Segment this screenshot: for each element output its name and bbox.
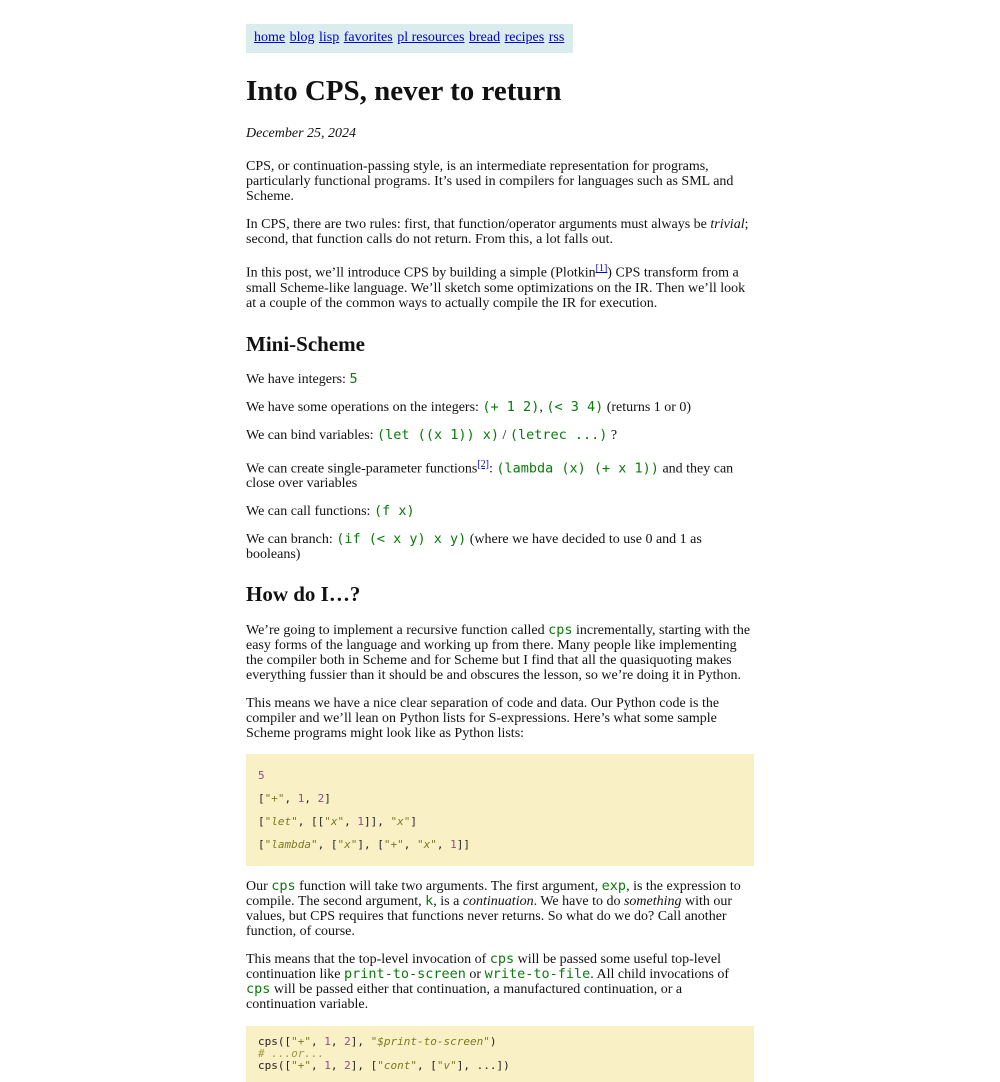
intro-paragraph-1: CPS, or continuation-passing style, is an intermediate representation for programs, particularly functional programs. It’s used in compilers for languages such as SML and Scheme. [246, 159, 734, 204]
text: We can call functions: [246, 504, 374, 520]
nav-link-favorites[interactable]: favorites [343, 30, 393, 45]
code-number: 1 [297, 792, 305, 806]
intro-paragraph-2 [246, 217, 754, 247]
how-paragraph-3 [246, 879, 754, 939]
branch-line [246, 532, 754, 562]
code-number: 1 [324, 1059, 331, 1073]
inline-code: (let ((x 1)) x) [377, 426, 499, 443]
code-token: , [330, 1035, 345, 1049]
code-token: , [284, 792, 298, 806]
code-token: ], ...]) [456, 1059, 510, 1073]
footnote-link-2[interactable]: [2] [477, 458, 489, 470]
text: We have integers: [246, 371, 350, 387]
text: . We have to do [533, 894, 624, 910]
text: , is the expression to compile. The second argument, [246, 879, 741, 910]
code-token: cps([ [258, 1035, 292, 1049]
code-token: , [[ [297, 815, 325, 829]
code-token: , [344, 815, 358, 829]
code-comment: # ...or... [258, 1047, 325, 1061]
section-heading-mini-scheme: Mini-Scheme [246, 331, 365, 356]
code-number: 2 [344, 1035, 351, 1049]
intro-paragraph-3 [246, 260, 754, 311]
inline-code: (letrec ...) [509, 426, 608, 443]
code-string: "x" [390, 815, 411, 829]
text: with our values, but CPS requires that functions never returns. So what do we do? Call another function, of course. [246, 894, 733, 940]
text: ; second, that function calls do not return. From this, a lot falls out. [246, 217, 749, 247]
code-token: ], [ [357, 838, 384, 852]
code-token: , [403, 838, 417, 852]
inline-code: cps [246, 981, 271, 998]
code-string: "+" [291, 1059, 311, 1073]
code-token: , [311, 1059, 325, 1073]
text: incrementally, starting with the easy forms of the language and working up from there. Many people like implementing the compiler both in Scheme and for Scheme but I find that all the quasiquoting makes everything fussier than it should be and obscures the lesson, so we’re doing it in Python. [246, 623, 751, 684]
article [246, 24, 754, 1082]
nav-bar [246, 24, 573, 53]
code-token: [ [258, 838, 265, 852]
bind-line [246, 428, 754, 443]
code-token: ], [350, 1035, 371, 1049]
text: : [488, 461, 497, 477]
code-number: 1 [450, 838, 457, 852]
text: or [465, 967, 485, 983]
text: function will take two arguments. The first argument, [295, 879, 602, 895]
code-number: 2 [317, 792, 325, 806]
code-token: [ [258, 792, 265, 806]
code-string: "x" [337, 838, 358, 852]
code-block-python-lists [246, 754, 754, 866]
text: We have some operations on the integers: [246, 399, 483, 415]
code-string: "cont" [377, 1059, 417, 1073]
emphasis: something [623, 894, 682, 910]
text: , is a [433, 894, 463, 910]
nav-link-lisp[interactable]: lisp [319, 30, 340, 45]
code-string: "v" [436, 1059, 457, 1073]
text: We can create single-parameter functions [246, 461, 478, 477]
call-line [246, 504, 754, 519]
code-string: "x" [324, 815, 345, 829]
code-string: "+" [291, 1035, 311, 1049]
functions-line [246, 456, 754, 492]
page-title: Into CPS, never to return [246, 75, 562, 107]
code-string: "+" [383, 838, 404, 852]
code-number: 1 [357, 815, 364, 829]
code-string: "$print-to-screen" [370, 1035, 490, 1049]
inline-code: (< 3 4) [546, 398, 604, 415]
code-number: 2 [344, 1059, 351, 1073]
code-token: ] [410, 815, 417, 829]
emphasis: trivial [710, 217, 745, 232]
code-token: , [304, 792, 318, 806]
inline-code: cps [271, 878, 296, 895]
code-token: , [ [417, 1059, 437, 1073]
code-number: 1 [324, 1035, 331, 1049]
nav-link-home[interactable]: home [254, 30, 286, 45]
text: (where we have decided to use 0 and 1 as booleans) [246, 532, 702, 563]
nav-link-recipes[interactable]: recipes [504, 30, 545, 45]
code-token: , [ [317, 838, 338, 852]
code-token: ]], [364, 815, 391, 829]
text: We’re going to implement a recursive function called [246, 623, 549, 639]
integers-line [246, 372, 754, 387]
inline-code: cps [489, 951, 515, 968]
text: Our [246, 879, 272, 895]
inline-code: (lambda (x) (+ x 1)) [496, 460, 659, 477]
code-token: ] [324, 792, 331, 806]
how-paragraph-1 [246, 623, 754, 683]
text: / [498, 427, 510, 443]
inline-code: print-to-screen [343, 966, 466, 983]
code-token: , [436, 838, 451, 852]
text: We can bind variables: [246, 427, 378, 443]
text: will be passed some useful top-level continuation like [246, 952, 722, 983]
nav-link-pl-resources[interactable]: pl resources [397, 30, 465, 45]
code-token: , [330, 1059, 345, 1073]
inline-code: cps [548, 622, 573, 639]
inline-code: k [425, 893, 434, 910]
nav-link-rss[interactable]: rss [548, 30, 565, 45]
text: , [539, 399, 547, 415]
post-date: December 25, 2024 [246, 126, 357, 141]
text: ? [607, 427, 618, 443]
code-block-cps-invocation [246, 1026, 754, 1082]
text: In this post, we’ll introduce CPS by building a simple (Plotkin [246, 265, 596, 281]
emphasis: continuation [462, 894, 534, 910]
code-token: cps([ [258, 1059, 292, 1073]
nav-link-blog[interactable]: blog [289, 30, 315, 45]
text: . All child invocations of [590, 967, 730, 983]
footnote-link-1[interactable]: [1] [595, 263, 608, 274]
code-string: "x" [416, 838, 437, 852]
inline-code: 5 [349, 370, 358, 387]
code-token: ], [ [350, 1059, 378, 1073]
inline-code: (f x) [373, 503, 415, 520]
code-token: ) [489, 1035, 497, 1049]
how-paragraph-2: This means we have a nice clear separation of code and data. Our Python code is the compiler and we’ll lean on Python lists for S-expressions. Here’s what some sample Scheme programs might look like as Python lists: [246, 696, 720, 742]
text: (returns 1 or 0) [603, 399, 692, 415]
text: We can branch: [246, 532, 337, 548]
code-string: "+" [264, 792, 285, 806]
inline-code: write-to-file [484, 966, 591, 983]
inline-code: (+ 1 2) [482, 398, 540, 415]
code-token: [ [258, 815, 265, 829]
section-heading-how-do-i: How do I…? [246, 582, 361, 607]
text: ) CPS transform from a small Scheme-like language. We’ll sketch some optimizations on the IR. Then we’ll look at a couple of the common ways to actually compile the IR for execution. [246, 265, 746, 311]
how-paragraph-4 [246, 952, 754, 1012]
text: will be passed either that continuation, a manufactured continuation, or a continuation variable. [246, 982, 683, 1013]
operations-line [246, 400, 754, 415]
text: In CPS, there are two rules: first, that function/operator arguments must always be [246, 217, 711, 232]
inline-code: (if (< x y) x y) [336, 531, 467, 548]
code-string: "lambda" [264, 838, 318, 852]
code-token: , [311, 1035, 325, 1049]
inline-code: exp [601, 878, 627, 895]
code-token: ]] [456, 838, 470, 852]
code-number: 5 [258, 769, 265, 783]
text: and they can close over variables [246, 461, 734, 492]
text: This means that the top-level invocation of [246, 952, 490, 968]
nav-link-bread[interactable]: bread [468, 30, 501, 45]
code-string: "let" [264, 815, 298, 829]
